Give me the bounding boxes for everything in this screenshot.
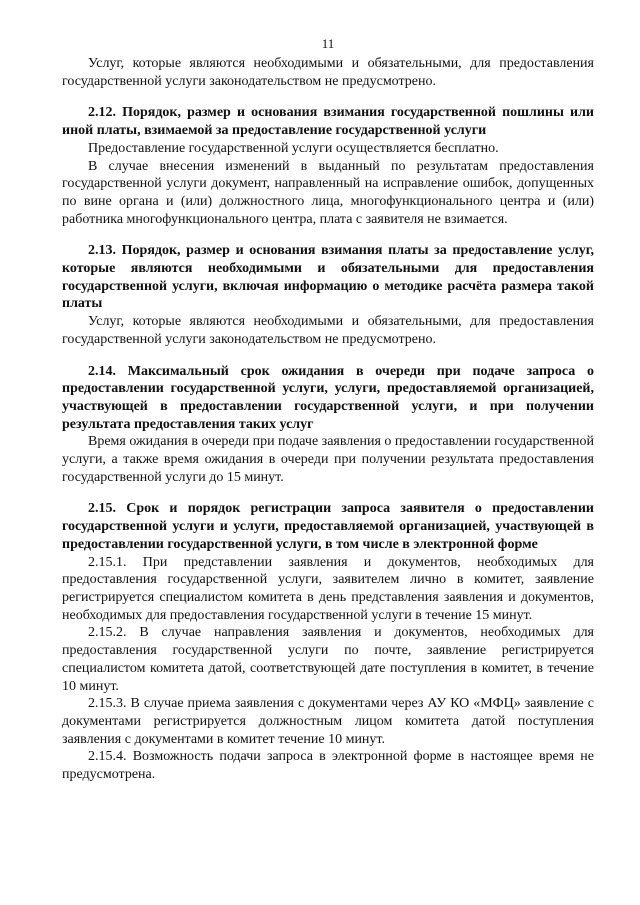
paragraph-2-15-2: 2.15.2. В случае направления заявления и документов, необходимых для предоставления государственной услуги по почте, заявление регистрируется специалистом комитета датой, соответствующей дате поступления в комитет, в течение 10 минут. (62, 625, 594, 694)
section-2-12 (62, 104, 594, 228)
paragraph-2-15-3: 2.15.3. В случае приема заявления с документами через АУ КО «МФЦ» заявление с документами регистрируется должностным лицом комитета датой поступления заявления с документами в комитет течение 10 минут. (62, 696, 594, 747)
section-gap (62, 486, 594, 500)
section-gap (62, 349, 594, 363)
section-2-13 (62, 242, 594, 348)
section-gap (62, 228, 594, 242)
section-2-14 (62, 363, 594, 487)
section-heading-2-14: 2.14. Максимальный срок ожидания в очереди при подаче запроса о предоставлении государственной услуги, услуги, предоставляемой организацией, участвующей в предоставлении государственной услуги, и при получении результата предоставления таких услуг (62, 363, 594, 432)
section-heading-2-15: 2.15. Срок и порядок регистрации запроса заявителя о предоставлении государственной услуги и услуги, предоставляемой организацией, участвующей в предоставлении государственной услуги, в том числе в электронной форме (62, 501, 594, 552)
paragraph-2-13-1: Услуг, которые являются необходимыми и обязательными, для предоставления государственной услуги законодательством не предусмотрено. (62, 314, 594, 347)
section-heading-2-13: 2.13. Порядок, размер и основания взимания платы за предоставление услуг, которые являются необходимыми и обязательными для предоставления государственной услуги, включая информацию о методике расчёта размера такой платы (62, 243, 594, 312)
paragraph-2-15-4: 2.15.4. Возможность подачи запроса в электронной форме в настоящее время не предусмотрена. (62, 749, 594, 783)
paragraph-2-12-1: Предоставление государственной услуги осуществляется бесплатно. (88, 140, 499, 156)
paragraph-2-12-2: В случае внесения изменений в выданный по результатам предоставления государственной услуги документ, направленный на исправление ошибок, допущенных по вине органа и (или) должностного лица, многофункционального центра и (или) работника многофункционального центра, плата с заявителя не взимается. (62, 158, 594, 227)
section-2-15 (62, 500, 594, 783)
intro-paragraph: Услуг, которые являются необходимыми и обязательными, для предоставления государственной услуги законодательством не предусмотрено. (62, 56, 594, 89)
paragraph-2-14-1: Время ожидания в очереди при подаче заявления о предоставлении государственной услуги, а также время ожидания в очереди при получении результата предоставления государственной услуги до 15 минут. (62, 434, 595, 485)
section-gap (62, 90, 594, 104)
section-heading-2-12: 2.12. Порядок, размер и основания взимания государственной пошлины или иной платы, взимаемой за предоставление государственной услуги (62, 105, 594, 139)
paragraph-2-15-1: 2.15.1. При представлении заявления и документов, необходимых для предоставления государственной услуги, заявителем лично в комитет, заявление регистрируется специалистом комитета в день представления заявления и документов, необходимых для предоставления государственной услуги в течение 15 минут. (62, 554, 594, 623)
page-number: 11 (321, 36, 335, 51)
